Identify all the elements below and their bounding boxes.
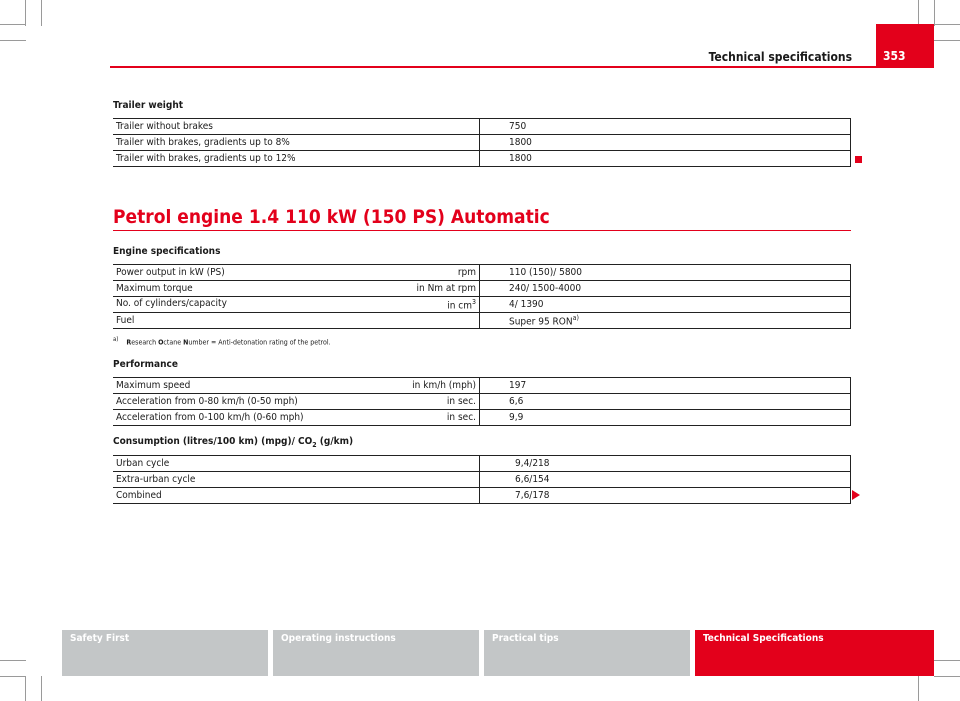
row-unit: rpm: [457, 267, 476, 278]
engine-table: [113, 264, 851, 329]
footer-tab-operating-instructions[interactable]: Operating instructions: [273, 630, 479, 676]
row-label: Fuel: [116, 315, 135, 326]
footnote-marker: a): [113, 336, 119, 343]
crop-mark: [0, 40, 26, 41]
table-row: [113, 488, 851, 504]
row-unit: in Nm at rpm: [416, 283, 476, 294]
table-row: [113, 265, 851, 281]
crop-mark: [918, 676, 919, 701]
row-label: Maximum speed: [116, 380, 191, 391]
crop-mark: [934, 660, 960, 661]
table-row: [113, 119, 851, 135]
row-label: Trailer without brakes: [113, 119, 480, 135]
row-label: Trailer with brakes, gradients up to 12%: [113, 151, 480, 167]
row-label: Extra-urban cycle: [113, 472, 480, 488]
row-value: 1800: [480, 151, 851, 167]
row-label: No. of cylinders/capacity: [116, 297, 227, 309]
crop-mark: [0, 676, 26, 677]
crop-mark: [0, 660, 26, 661]
row-label: Acceleration from 0-80 km/h (0-50 mph): [116, 396, 298, 407]
table-row: [113, 135, 851, 151]
table-row: [113, 281, 851, 297]
crop-mark: [918, 0, 919, 26]
crop-mark: [0, 24, 26, 25]
row-unit: in sec.: [446, 396, 476, 407]
crop-mark: [934, 24, 960, 25]
table-row: [113, 151, 851, 167]
row-value: 9,9: [480, 410, 851, 426]
performance-heading: Performance: [113, 359, 178, 370]
section-rule: [113, 230, 851, 231]
row-unit-superscript: 3: [471, 297, 476, 306]
row-label: Acceleration from 0-100 km/h (0-60 mph): [116, 412, 304, 423]
row-value: 6,6: [480, 394, 851, 410]
crop-mark: [25, 676, 26, 701]
footer-tab-practical-tips[interactable]: Practical tips: [484, 630, 690, 676]
engine-heading: Engine specifications: [113, 246, 221, 257]
page-number: 353: [876, 24, 934, 68]
crop-mark: [41, 676, 42, 701]
consumption-table: [113, 455, 851, 504]
section-end-marker: [855, 156, 862, 163]
row-value: 9,4/218: [480, 456, 851, 472]
row-value: 750: [480, 119, 851, 135]
footer-tab-safety-first[interactable]: Safety First: [62, 630, 268, 676]
row-label: Trailer with brakes, gradients up to 8%: [113, 135, 480, 151]
row-unit: in sec.: [446, 412, 476, 423]
row-value: 197: [480, 378, 851, 394]
row-label: Maximum torque: [116, 283, 193, 294]
page-header-title: Technical specifications: [708, 50, 852, 64]
crop-mark: [25, 0, 26, 26]
performance-table: [113, 377, 851, 426]
header-rule: [110, 66, 934, 68]
table-row: [113, 394, 851, 410]
row-value: 6,6/154: [480, 472, 851, 488]
footnote-ref: a): [572, 313, 579, 322]
section-title: Petrol engine 1.4 110 kW (150 PS) Automatic: [113, 206, 550, 228]
table-row: [113, 456, 851, 472]
consumption-heading: Consumption (litres/100 km) (mpg)/ $CO_2$ (g/km): [113, 436, 354, 449]
trailer-table: [113, 118, 851, 167]
row-unit: in cm: [447, 300, 472, 312]
crop-mark: [934, 0, 935, 26]
footnote: $^{a)}$ Research Octane Number = Anti-detonation rating of the petrol.: [113, 336, 331, 347]
table-row: [113, 313, 851, 329]
footer-tab-technical-specifications[interactable]: Technical Specifications: [695, 630, 934, 676]
row-label: Power output in kW (PS): [116, 267, 225, 278]
table-row: [113, 472, 851, 488]
row-value: 7,6/178: [480, 488, 851, 504]
row-value: 1800: [480, 135, 851, 151]
row-value: Super 95 RON: [509, 316, 573, 328]
trailer-heading: Trailer weight: [113, 100, 184, 111]
row-label: Combined: [113, 488, 480, 504]
continue-arrow-icon: [852, 490, 860, 500]
row-value: 4/ 1390: [480, 297, 851, 313]
row-label: Urban cycle: [113, 456, 480, 472]
crop-mark: [934, 676, 960, 677]
row-unit: in km/h (mph): [412, 380, 476, 391]
row-value: 110 (150)/ 5800: [480, 265, 851, 281]
row-value: 240/ 1500-4000: [480, 281, 851, 297]
table-row: [113, 297, 851, 313]
crop-mark: [934, 40, 960, 41]
table-row: [113, 378, 851, 394]
table-row: [113, 410, 851, 426]
crop-mark: [41, 0, 42, 26]
